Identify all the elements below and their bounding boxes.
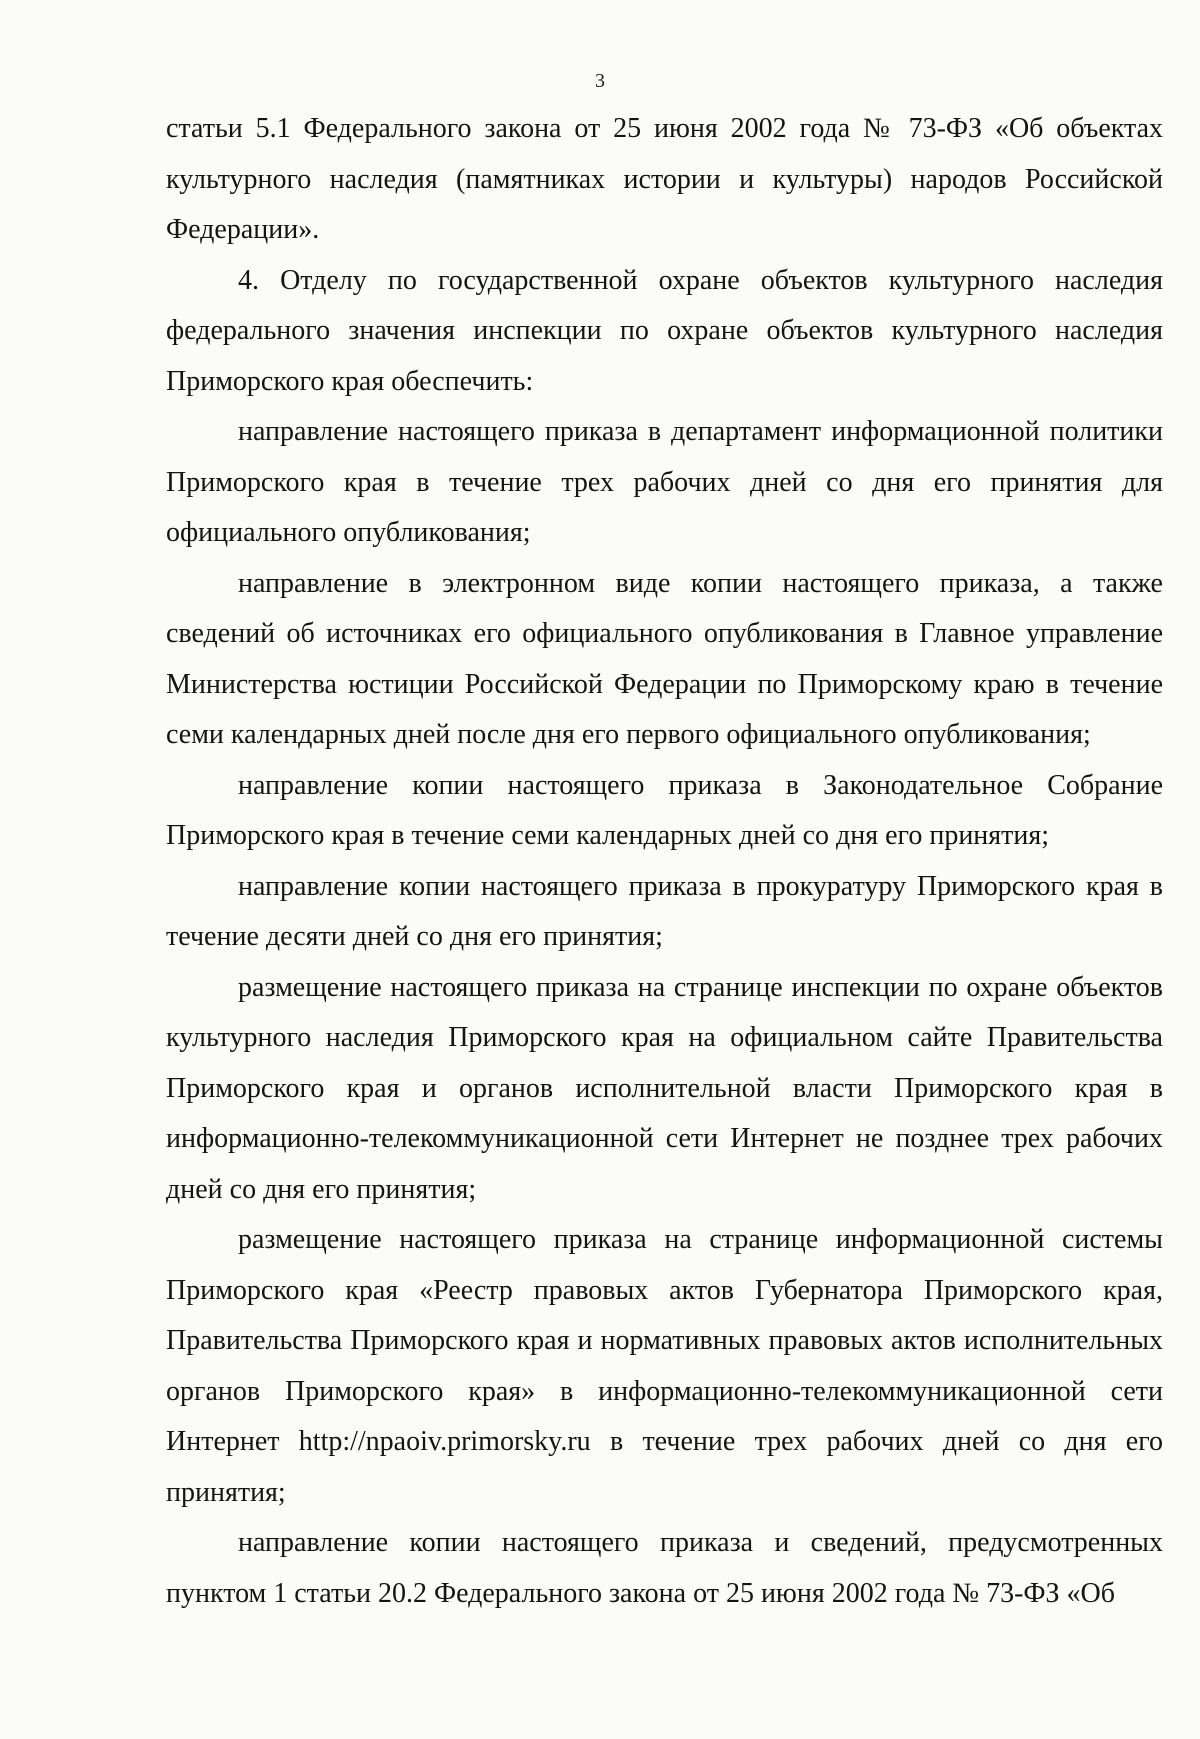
paragraph: направление в электронном виде копии настоящего приказа, а также сведений об источниках его официального опубликования в Главное управление Министерства юстиции Российской Федерации по Приморскому краю в течение семи календарных дней после дня его первого официального опубликования; bbox=[166, 567, 1163, 750]
paragraph: размещение настоящего приказа на странице информационной системы Приморского края «Реестр правовых актов Губернатора Приморского края, Правительства Приморского края и нормативных правовых актов исполнительных органов Приморского края» в информационно-телекоммуникационной сети Интернет http://npaoiv.primorsky.ru в течение трех рабочих дней со дня его принятия; bbox=[166, 1224, 1163, 1508]
paragraph: направление копии настоящего приказа в Законодательное Собрание Приморского края в течение семи календарных дней со дня его принятия; bbox=[166, 769, 1163, 851]
paragraph: направление копии настоящего приказа и сведений, предусмотренных пунктом 1 статьи 20.2 Федерального закона от 25 июня 2002 года № 73-ФЗ «Об bbox=[166, 1527, 1163, 1609]
paragraph: 4. Отделу по государственной охране объектов культурного наследия федерального значения инспекции по охране объектов культурного наследия Приморского края обеспечить: bbox=[166, 264, 1163, 397]
document-body bbox=[166, 104, 1163, 1619]
paragraph: статьи 5.1 Федерального закона от 25 июня 2002 года № 73-ФЗ «Об объектах культурного наследия (памятниках истории и культуры) народов Российской Федерации». bbox=[166, 113, 1163, 245]
page-number: 3 bbox=[595, 70, 605, 92]
paragraph: направление настоящего приказа в департамент информационной политики Приморского края в течение трех рабочих дней со дня его принятия для официального опубликования; bbox=[166, 416, 1163, 548]
paragraph: размещение настоящего приказа на странице инспекции по охране объектов культурного наследия Приморского края на официальном сайте Правительства Приморского края и органов исполнительной власти Приморского края в информационно-телекоммуникационной сети Интернет не позднее трех рабочих дней со дня его принятия; bbox=[166, 971, 1163, 1205]
paragraph: направление копии настоящего приказа в прокуратуру Приморского края в течение десяти дней со дня его принятия; bbox=[166, 870, 1163, 952]
